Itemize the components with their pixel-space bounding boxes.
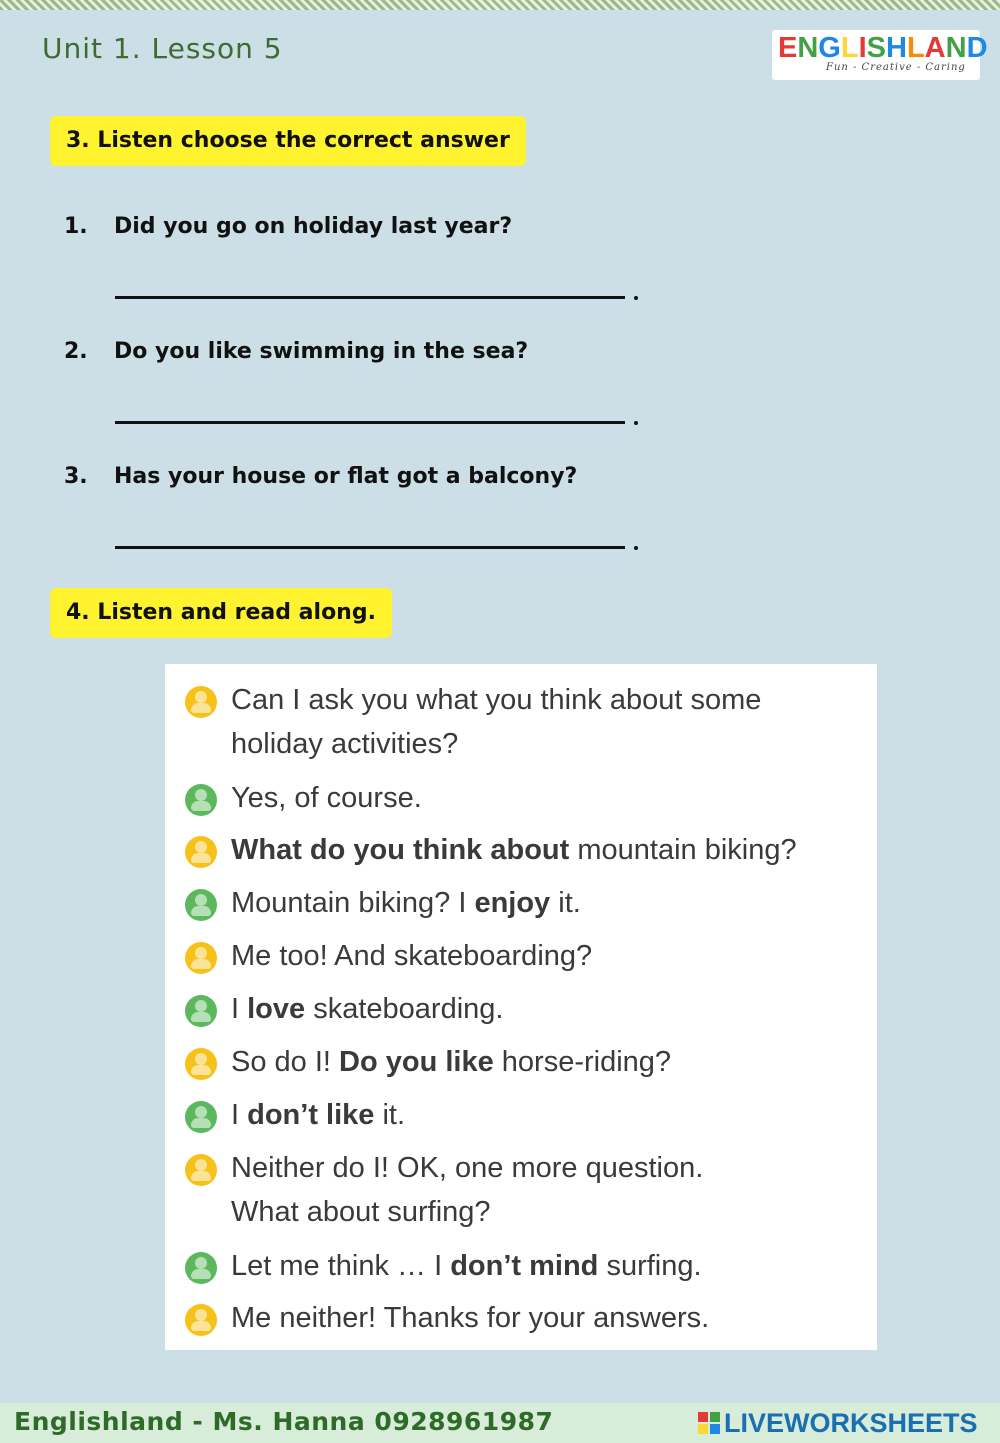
dialogue-line bbox=[231, 1302, 709, 1335]
dialogue-panel bbox=[165, 664, 877, 1350]
logo-wordmark bbox=[778, 32, 988, 65]
logo-letter: I bbox=[858, 32, 867, 64]
speaker-yellow-icon bbox=[185, 1048, 217, 1080]
dialogue-line-continuation: holiday activities? bbox=[231, 728, 459, 760]
dialogue-phrase: Me neither! Thanks for your answers. bbox=[231, 1302, 710, 1334]
answer-3-period bbox=[634, 546, 638, 550]
dialogue-line bbox=[231, 782, 422, 815]
dialogue-phrase: Me too! And skateboarding? bbox=[231, 940, 593, 972]
dialogue-phrase-bold: love bbox=[247, 993, 306, 1025]
dialogue-phrase: I bbox=[231, 1099, 248, 1131]
speaker-yellow-icon bbox=[185, 836, 217, 868]
dialogue-line bbox=[231, 684, 761, 717]
dialogue-line bbox=[231, 1099, 405, 1132]
dialogue-phrase: surfing. bbox=[598, 1250, 702, 1282]
answer-2-period bbox=[634, 421, 638, 425]
question-2-number: 2. bbox=[64, 339, 88, 364]
dialogue-phrase: it. bbox=[550, 887, 581, 919]
dialogue-line bbox=[231, 1046, 671, 1079]
dialogue-phrase: Let me think … I bbox=[231, 1250, 451, 1282]
dialogue-line-continuation: What about surfing? bbox=[231, 1196, 491, 1228]
question-1-text: Did you go on holiday last year? bbox=[114, 214, 513, 239]
section-4-label: 4. Listen and read along. bbox=[50, 588, 392, 638]
question-3-text: Has your house or flat got a balcony? bbox=[114, 464, 578, 489]
dialogue-phrase-bold: don’t like bbox=[247, 1099, 375, 1131]
answer-2-input[interactable] bbox=[115, 421, 625, 424]
dialogue-phrase: I bbox=[231, 993, 248, 1025]
decorative-top-border bbox=[0, 0, 1000, 10]
answer-1-input[interactable] bbox=[115, 296, 625, 299]
question-2-text: Do you like swimming in the sea? bbox=[114, 339, 529, 364]
englishland-logo bbox=[772, 30, 988, 80]
dialogue-phrase: horse-riding? bbox=[493, 1046, 672, 1078]
speaker-yellow-icon bbox=[185, 942, 217, 974]
dialogue-phrase: Can I ask you what you think about some bbox=[231, 684, 762, 716]
speaker-yellow-icon bbox=[185, 686, 217, 718]
speaker-yellow-icon bbox=[185, 1304, 217, 1336]
dialogue-phrase: Yes, of course. bbox=[231, 782, 422, 814]
dialogue-phrase-bold: Do you like bbox=[339, 1046, 494, 1078]
speaker-green-icon bbox=[185, 1252, 217, 1284]
question-1-number: 1. bbox=[64, 214, 88, 239]
speaker-green-icon bbox=[185, 889, 217, 921]
logo-letter: N bbox=[797, 32, 819, 64]
question-3-number: 3. bbox=[64, 464, 88, 489]
answer-1-period bbox=[634, 296, 638, 300]
dialogue-phrase: Mountain biking? I bbox=[231, 887, 475, 919]
liveworksheets-brand[interactable]: LIVEWORKSHEETS bbox=[724, 1408, 978, 1438]
page-title: Unit 1. Lesson 5 bbox=[42, 32, 283, 65]
logo-letter: E bbox=[778, 32, 798, 64]
logo-letter: S bbox=[866, 32, 886, 64]
logo-letter: L bbox=[840, 32, 859, 64]
dialogue-line bbox=[231, 887, 581, 920]
liveworksheets-logo-icon bbox=[698, 1412, 720, 1434]
logo-letter: D bbox=[966, 32, 988, 64]
footer-bar bbox=[0, 1403, 1000, 1443]
dialogue-line bbox=[231, 993, 503, 1026]
logo-letter: A bbox=[924, 32, 946, 64]
logo-letter: N bbox=[945, 32, 967, 64]
dialogue-line bbox=[231, 940, 592, 973]
speaker-green-icon bbox=[185, 995, 217, 1027]
logo-letter: G bbox=[818, 32, 841, 64]
footer-credit: Englishland - Ms. Hanna 0928961987 bbox=[14, 1407, 554, 1436]
dialogue-phrase-bold: What do you think about bbox=[231, 834, 570, 866]
answer-3-input[interactable] bbox=[115, 546, 625, 549]
dialogue-phrase-bold: don’t mind bbox=[450, 1250, 599, 1282]
logo-letter: L bbox=[906, 32, 925, 64]
dialogue-line bbox=[231, 1250, 702, 1283]
logo-tagline: Fun - Creative - Caring bbox=[826, 62, 966, 73]
dialogue-phrase: skateboarding. bbox=[305, 993, 504, 1025]
speaker-yellow-icon bbox=[185, 1154, 217, 1186]
logo-letter: H bbox=[885, 32, 907, 64]
dialogue-line bbox=[231, 834, 797, 867]
dialogue-phrase: mountain biking? bbox=[569, 834, 797, 866]
dialogue-phrase: it. bbox=[374, 1099, 406, 1131]
dialogue-phrase-bold: enjoy bbox=[474, 887, 551, 919]
speaker-green-icon bbox=[185, 1101, 217, 1133]
speaker-green-icon bbox=[185, 784, 217, 816]
dialogue-line bbox=[231, 1152, 703, 1185]
dialogue-phrase: So do I! bbox=[231, 1046, 340, 1078]
dialogue-phrase: Neither do I! OK, one more question. bbox=[231, 1152, 704, 1184]
section-3-label: 3. Listen choose the correct answer bbox=[50, 116, 526, 166]
